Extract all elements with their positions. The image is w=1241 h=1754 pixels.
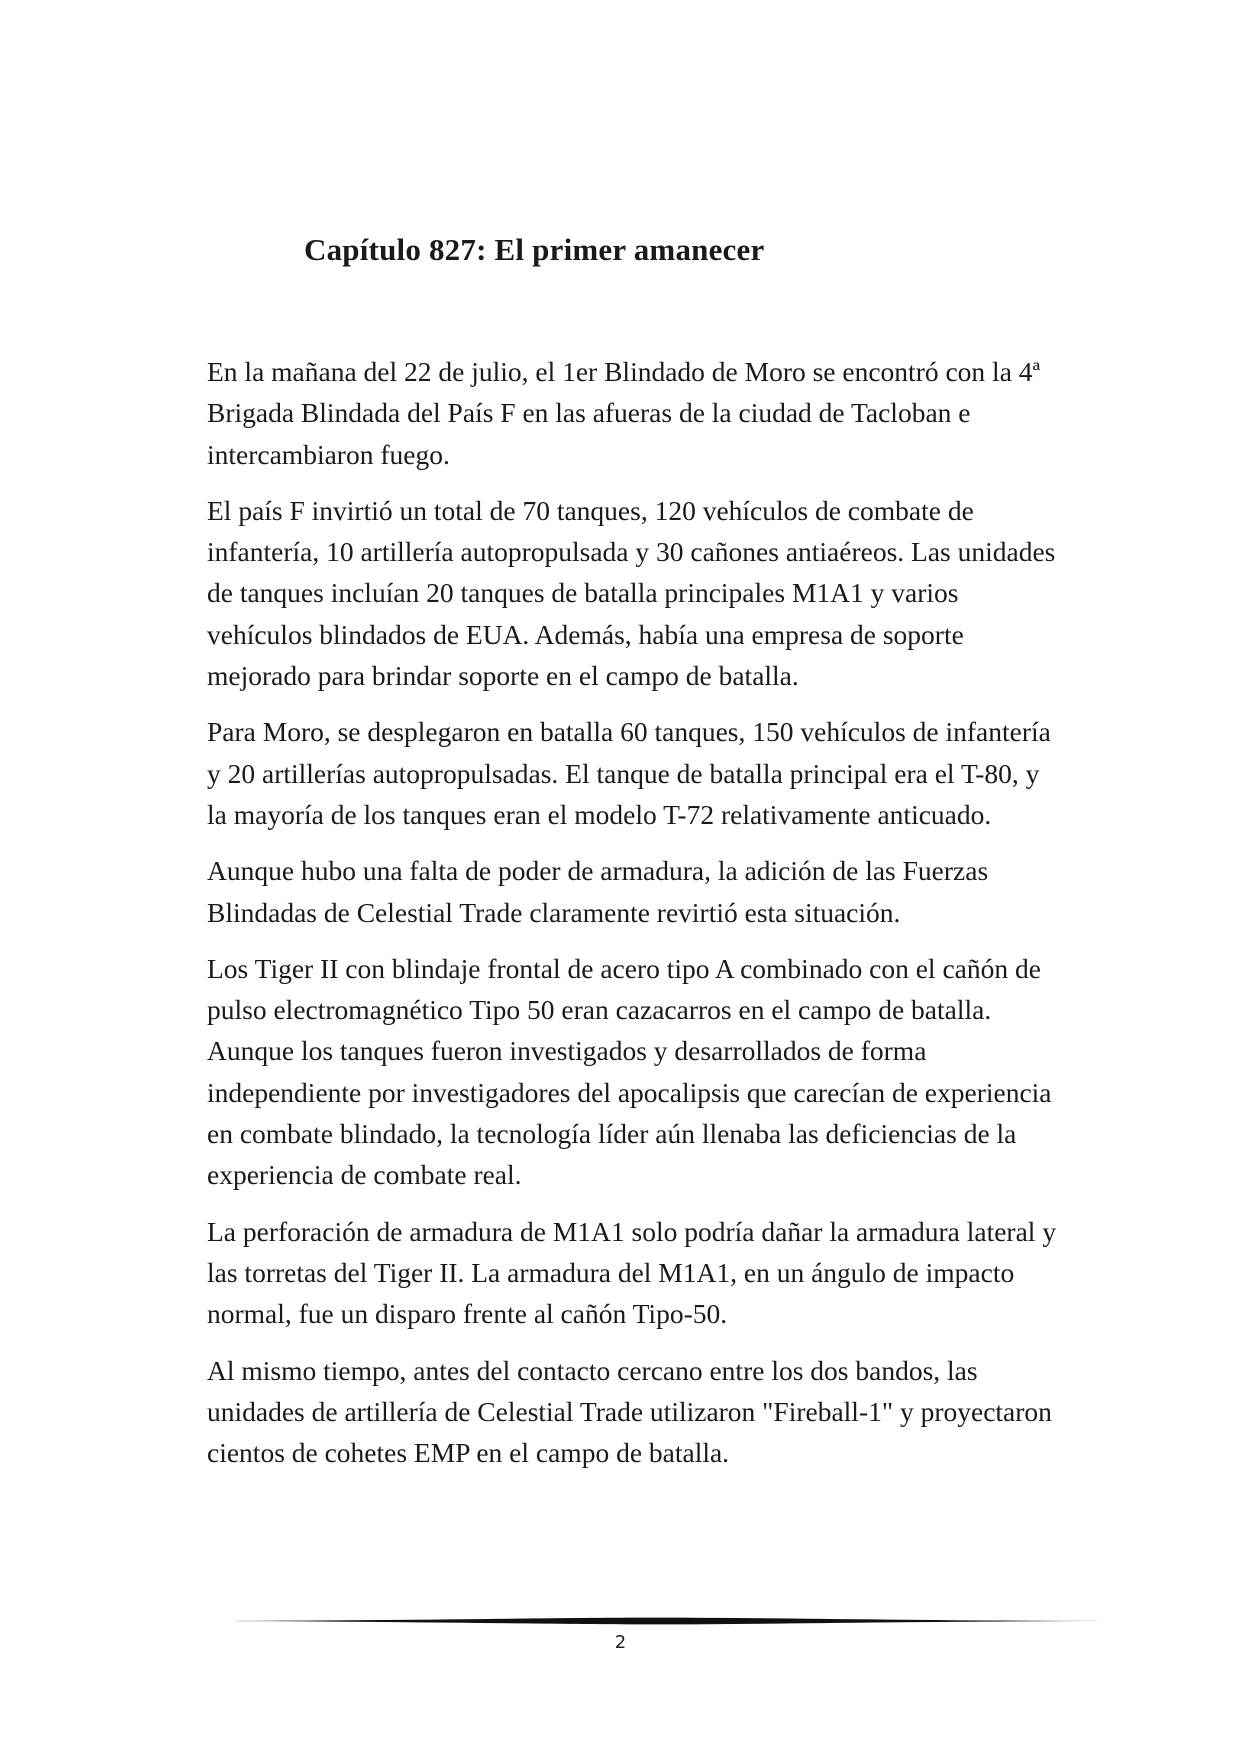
- paragraph: Aunque hubo una falta de poder de armadura, la adición de las Fuerzas Blindadas de Celestial Trade claramente revirtió esta situación.: [207, 855, 989, 928]
- paragraph: En la mañana del 22 de julio, el 1er Blindado de Moro se encontró con la 4ª Brigada Blindada del País F en las afueras de la ciudad de Tacloban e intercambiaron fuego.: [207, 356, 1041, 470]
- paragraph: Los Tiger II con blindaje frontal de acero tipo A combinado con el cañón de pulso electromagnético Tipo 50 eran cazacarros en el campo de batalla. Aunque los tanques fueron investigados y desarrollados de forma independiente por investigadores del apocalipsis que carecían de experiencia en combate blindado, la tecnología líder aún llenaba las deficiencias de la experiencia de combate real.: [207, 952, 1052, 1191]
- page-number: 2: [614, 1632, 627, 1653]
- chapter-title: Capítulo 827: El primer amanecer: [304, 232, 765, 267]
- paragraph: La perforación de armadura de M1A1 solo podría dañar la armadura lateral y las torretas del Tiger II. La armadura del M1A1, en un ángulo de impacto normal, fue un disparo frente al cañón Tipo-50.: [207, 1215, 1057, 1330]
- paragraph: Para Moro, se desplegaron en batalla 60 tanques, 150 vehículos de infantería y 20 artillerías autopropulsadas. El tanque de batalla principal era el T-80, y la mayoría de los tanques eran el modelo T-72 relativamente anticuado.: [207, 716, 1051, 830]
- paragraph: Al mismo tiempo, antes del contacto cercano entre los dos bandos, las unidades de artillería de Celestial Trade utilizaron "Fireball-1" y proyectaron cientos de cohetes EMP en el campo de batalla.: [207, 1354, 1052, 1469]
- paragraph: El país F invirtió un total de 70 tanques, 120 vehículos de combate de infantería, 10 artillería autopropulsada y 30 cañones antiaéreos. Las unidades de tanques incluían 20 tanques de batalla principales M1A1 y varios vehículos blindados de EUA. Además, había una empresa de soporte mejorado para brindar soporte en el campo de batalla.: [207, 494, 1056, 692]
- footer-divider: [207, 1617, 1107, 1625]
- chapter-body: [207, 351, 1059, 1488]
